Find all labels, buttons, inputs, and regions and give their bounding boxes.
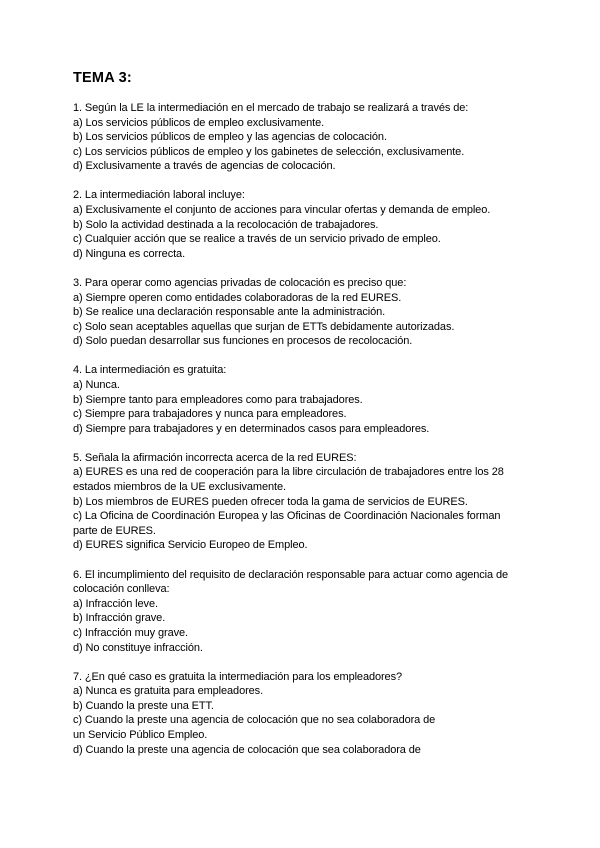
question-text: 3. Para operar como agencias privadas de colocación es preciso que: [73,276,407,289]
question-line: un Servicio Público Empleo. [73,728,208,741]
question-line: c) Solo sean aceptables aquellas que surjan de ETTs debidamente autorizadas. [73,320,455,333]
question-list [73,101,550,757]
question-text: 1. Según la LE la intermediación en el mercado de trabajo se realizará a través de: [73,102,469,114]
question-line: d) Solo puedan desarrollar sus funciones en procesos de recolocación. [73,335,413,348]
question-line: c) La Oficina de Coordinación Europea y las Oficinas de Coordinación Nacionales forman [73,510,501,523]
question-text: 4. La intermediación es gratuita: [73,364,227,377]
question-line: b) Los miembros de EURES pueden ofrecer toda la gama de servicios de EURES. [73,495,468,508]
question-line: b) Siempre tanto para empleadores como para trabajadores. [73,393,363,406]
page-title: TEMA 3: [73,70,132,86]
question-line: c) Infracción muy grave. [73,626,188,639]
question-line: b) Solo la actividad destinada a la recolocación de trabajadores. [73,218,379,231]
question-line: a) Los servicios públicos de empleo exclusivamente. [73,116,325,129]
question-line: a) Siempre operen como entidades colaboradoras de la red EURES. [73,291,402,304]
question-line: a) Nunca es gratuita para empleadores. [73,685,264,698]
question-line: b) Se realice una declaración responsable ante la administración. [73,306,386,319]
question-line: parte de EURES. [73,524,156,537]
question-text: 6. El incumplimiento del requisito de declaración responsable para actuar como agencia de [73,568,509,581]
question-line: b) Infracción grave. [73,612,166,625]
question-line: a) Infracción leve. [73,597,158,610]
question-line: colocación conlleva: [73,583,170,596]
question-line: d) EURES significa Servicio Europeo de Empleo. [73,539,308,552]
question-line: a) EURES es una red de cooperación para la libre circulación de trabajadores entre los 28 [73,466,504,479]
question-line: d) No constituye infracción. [73,641,203,654]
question-line: b) Los servicios públicos de empleo y las agencias de colocación. [73,131,387,144]
question-line: d) Exclusivamente a través de agencias de colocación. [73,160,336,173]
question-line: a) Nunca. [73,379,120,391]
question-text: 7. ¿En qué caso es gratuita la intermediación para los empleadores? [73,670,402,683]
question-text: 2. La intermediación laboral incluye: [73,189,245,202]
question-line: a) Exclusivamente el conjunto de acciones para vincular ofertas y demanda de empleo. [73,204,491,217]
question-line: c) Siempre para trabajadores y nunca para empleadores. [73,408,347,421]
question-4 [73,363,550,436]
question-1 [73,101,550,174]
question-line: b) Cuando la preste una ETT. [73,699,214,712]
question-line: d) Siempre para trabajadores y en determinados casos para empleadores. [73,422,430,435]
question-3 [73,276,550,349]
question-2 [73,188,550,261]
question-line: c) Cualquier acción que se realice a través de un servicio privado de empleo. [73,233,441,246]
question-line: c) Los servicios públicos de empleo y los gabinetes de selección, exclusivamente. [73,145,465,158]
question-text: 5. Señala la afirmación incorrecta acerca de la red EURES: [73,451,357,464]
question-5 [73,451,550,553]
question-6 [73,568,550,656]
question-line: estados miembros de la UE exclusivamente. [73,481,286,494]
question-line: d) Cuando la preste una agencia de colocación que sea colaboradora de [73,743,421,756]
question-line: d) Ninguna es correcta. [73,247,186,260]
question-line: c) Cuando la preste una agencia de colocación que no sea colaboradora de [73,714,436,727]
question-7 [73,670,550,758]
